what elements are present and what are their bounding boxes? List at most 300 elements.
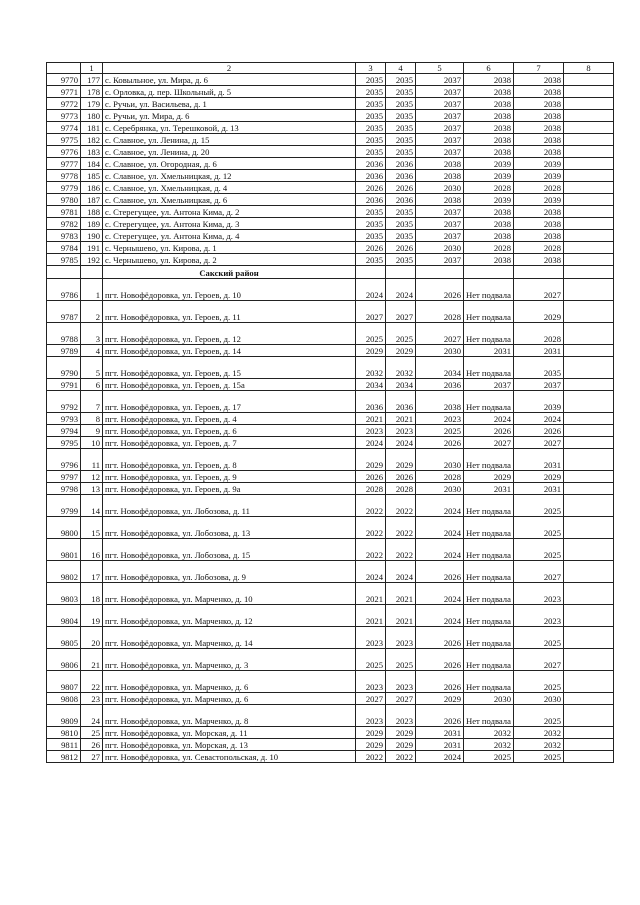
table-row bbox=[47, 279, 614, 301]
year-col5-cell: 2037 bbox=[416, 254, 464, 266]
year-col5-cell: 2037 bbox=[416, 206, 464, 218]
col8-cell bbox=[564, 279, 614, 301]
year-col3-cell: 2022 bbox=[356, 517, 386, 539]
table-row bbox=[47, 74, 614, 86]
address-cell: пгт. Новофёдоровка, ул. Лобозова, д. 11 bbox=[103, 495, 356, 517]
year-col3-cell: 2023 bbox=[356, 671, 386, 693]
year-col3-cell: 2035 bbox=[356, 86, 386, 98]
row-id-cell: 9791 bbox=[47, 379, 81, 391]
row-number-cell: 192 bbox=[81, 254, 103, 266]
col8-cell bbox=[564, 391, 614, 413]
address-cell: с. Чернышево, ул. Кирова, д. 2 bbox=[103, 254, 356, 266]
year-col7-cell: 2039 bbox=[514, 391, 564, 413]
row-number-cell: 179 bbox=[81, 98, 103, 110]
year-col5-cell: 2026 bbox=[416, 671, 464, 693]
header-row bbox=[47, 63, 614, 74]
col6-cell: Нет подвала bbox=[464, 449, 514, 471]
row-id-cell: 9770 bbox=[47, 74, 81, 86]
row-id-cell: 9771 bbox=[47, 86, 81, 98]
year-col5-cell: 2038 bbox=[416, 158, 464, 170]
col8-cell bbox=[564, 425, 614, 437]
year-col5-cell: 2026 bbox=[416, 705, 464, 727]
col6-cell: 2027 bbox=[464, 437, 514, 449]
col8-cell bbox=[564, 323, 614, 345]
year-col3-cell: 2036 bbox=[356, 194, 386, 206]
year-col7-cell: 2032 bbox=[514, 739, 564, 751]
year-col3-cell: 2022 bbox=[356, 539, 386, 561]
year-col3-cell: 2022 bbox=[356, 751, 386, 763]
year-col5-cell: 2028 bbox=[416, 471, 464, 483]
row-id-cell: 9796 bbox=[47, 449, 81, 471]
address-cell: пгт. Новофёдоровка, ул. Героев, д. 7 bbox=[103, 437, 356, 449]
col6-cell: 2031 bbox=[464, 483, 514, 495]
year-col4-cell: 2021 bbox=[386, 583, 416, 605]
col8-cell bbox=[564, 483, 614, 495]
year-col4-cell: 2036 bbox=[386, 158, 416, 170]
row-id-cell: 9776 bbox=[47, 146, 81, 158]
col8-cell bbox=[564, 242, 614, 254]
row-number-cell: 9 bbox=[81, 425, 103, 437]
year-col7-cell: 2038 bbox=[514, 86, 564, 98]
table-row bbox=[47, 194, 614, 206]
address-cell: пгт. Новофёдоровка, ул. Севастопольская, д. 10 bbox=[103, 751, 356, 763]
row-id-cell: 9797 bbox=[47, 471, 81, 483]
row-id-cell: 9783 bbox=[47, 230, 81, 242]
year-col5-cell: 2037 bbox=[416, 122, 464, 134]
year-col3-cell: 2029 bbox=[356, 739, 386, 751]
year-col5-cell: 2036 bbox=[416, 379, 464, 391]
row-id-cell: 9810 bbox=[47, 727, 81, 739]
address-cell: пгт. Новофёдоровка, ул. Морская, д. 13 bbox=[103, 739, 356, 751]
year-col3-cell: 2027 bbox=[356, 693, 386, 705]
year-col4-cell: 2035 bbox=[386, 98, 416, 110]
table-row bbox=[47, 110, 614, 122]
address-cell: пгт. Новофёдоровка, ул. Героев, д. 11 bbox=[103, 301, 356, 323]
row-number-cell: 191 bbox=[81, 242, 103, 254]
row-id-cell: 9799 bbox=[47, 495, 81, 517]
row-id-cell: 9804 bbox=[47, 605, 81, 627]
address-cell: пгт. Новофёдоровка, ул. Героев, д. 14 bbox=[103, 345, 356, 357]
table-row bbox=[47, 413, 614, 425]
year-col3-cell: 2035 bbox=[356, 206, 386, 218]
row-id-cell: 9802 bbox=[47, 561, 81, 583]
col6-cell: 2032 bbox=[464, 739, 514, 751]
table-row bbox=[47, 357, 614, 379]
year-col4-cell: 2035 bbox=[386, 86, 416, 98]
year-col3-cell: 2023 bbox=[356, 425, 386, 437]
address-cell: пгт. Новофёдоровка, ул. Героев, д. 10 bbox=[103, 279, 356, 301]
year-col7-cell: 2027 bbox=[514, 437, 564, 449]
col8-cell bbox=[564, 539, 614, 561]
table-row bbox=[47, 230, 614, 242]
row-number-cell: 19 bbox=[81, 605, 103, 627]
col6-cell: Нет подвала bbox=[464, 517, 514, 539]
year-col3-cell: 2035 bbox=[356, 74, 386, 86]
district-row bbox=[47, 266, 614, 279]
row-id-cell: 9790 bbox=[47, 357, 81, 379]
year-col3-cell: 2034 bbox=[356, 379, 386, 391]
year-col4-cell: 2035 bbox=[386, 74, 416, 86]
year-col7-cell: 2038 bbox=[514, 110, 564, 122]
year-col5-cell: 2037 bbox=[416, 230, 464, 242]
col8-cell bbox=[564, 301, 614, 323]
year-col7-cell: 2031 bbox=[514, 449, 564, 471]
row-id-cell: 9811 bbox=[47, 739, 81, 751]
year-col3-cell: 2024 bbox=[356, 561, 386, 583]
year-col3-cell: 2035 bbox=[356, 122, 386, 134]
year-col7-cell: 2027 bbox=[514, 279, 564, 301]
table-row bbox=[47, 345, 614, 357]
year-col4-cell: 2022 bbox=[386, 539, 416, 561]
address-cell: с. Стерегущее, ул. Антона Кима, д. 3 bbox=[103, 218, 356, 230]
row-number-cell: 189 bbox=[81, 218, 103, 230]
table-row bbox=[47, 539, 614, 561]
address-cell: пгт. Новофёдоровка, ул. Марченко, д. 6 bbox=[103, 693, 356, 705]
col6-cell: Нет подвала bbox=[464, 671, 514, 693]
year-col4-cell: 2023 bbox=[386, 705, 416, 727]
year-col5-cell: 2030 bbox=[416, 345, 464, 357]
row-number-cell: 26 bbox=[81, 739, 103, 751]
year-col3-cell: 2022 bbox=[356, 495, 386, 517]
row-number-cell: 190 bbox=[81, 230, 103, 242]
year-col4-cell: 2035 bbox=[386, 134, 416, 146]
row-number-cell: 22 bbox=[81, 671, 103, 693]
year-col4-cell: 2034 bbox=[386, 379, 416, 391]
year-col3-cell: 2028 bbox=[356, 483, 386, 495]
year-col3-cell: 2025 bbox=[356, 649, 386, 671]
address-cell: с. Ручьи, ул. Васильева, д. 1 bbox=[103, 98, 356, 110]
table-row bbox=[47, 671, 614, 693]
col8-cell bbox=[564, 561, 614, 583]
address-cell: пгт. Новофёдоровка, ул. Героев, д. 6 bbox=[103, 425, 356, 437]
table-row bbox=[47, 170, 614, 182]
col6-cell: 2038 bbox=[464, 230, 514, 242]
year-col4-cell: 2021 bbox=[386, 413, 416, 425]
row-number-cell: 4 bbox=[81, 345, 103, 357]
col6-cell: Нет подвала bbox=[464, 357, 514, 379]
year-col7-cell: 2025 bbox=[514, 751, 564, 763]
table-row bbox=[47, 242, 614, 254]
col8-cell bbox=[564, 379, 614, 391]
col8-cell bbox=[564, 194, 614, 206]
year-col4-cell: 2035 bbox=[386, 254, 416, 266]
row-number-cell: 13 bbox=[81, 483, 103, 495]
col8-cell bbox=[564, 218, 614, 230]
year-col5-cell: 2024 bbox=[416, 495, 464, 517]
table-row bbox=[47, 254, 614, 266]
col6-cell: Нет подвала bbox=[464, 495, 514, 517]
col6-cell: Нет подвала bbox=[464, 583, 514, 605]
col6-cell: 2039 bbox=[464, 170, 514, 182]
row-id-cell: 9782 bbox=[47, 218, 81, 230]
year-col5-cell: 2037 bbox=[416, 218, 464, 230]
col6-cell: 2038 bbox=[464, 134, 514, 146]
row-id-cell: 9789 bbox=[47, 345, 81, 357]
col6-cell: 2024 bbox=[464, 413, 514, 425]
year-col7-cell: 2025 bbox=[514, 671, 564, 693]
year-col4-cell: 2032 bbox=[386, 357, 416, 379]
year-col7-cell: 2038 bbox=[514, 230, 564, 242]
col6-cell: 2038 bbox=[464, 146, 514, 158]
col8-cell bbox=[564, 437, 614, 449]
year-col4-cell: 2036 bbox=[386, 194, 416, 206]
row-id-cell: 9808 bbox=[47, 693, 81, 705]
address-cell: с. Ручьи, ул. Мира, д. 6 bbox=[103, 110, 356, 122]
year-col5-cell: 2025 bbox=[416, 425, 464, 437]
year-col7-cell: 2025 bbox=[514, 517, 564, 539]
year-col7-cell: 2023 bbox=[514, 583, 564, 605]
col6-cell: Нет подвала bbox=[464, 605, 514, 627]
address-cell: пгт. Новофёдоровка, ул. Героев, д. 17 bbox=[103, 391, 356, 413]
address-cell: пгт. Новофёдоровка, ул. Марченко, д. 3 bbox=[103, 649, 356, 671]
col6-cell: 2028 bbox=[464, 182, 514, 194]
year-col7-cell: 2025 bbox=[514, 539, 564, 561]
col6-cell: 2029 bbox=[464, 471, 514, 483]
header-cell: 4 bbox=[386, 63, 416, 74]
row-number-cell: 17 bbox=[81, 561, 103, 583]
row-number-cell: 18 bbox=[81, 583, 103, 605]
col8-cell bbox=[564, 471, 614, 483]
year-col4-cell: 2021 bbox=[386, 605, 416, 627]
row-number-cell: 8 bbox=[81, 413, 103, 425]
row-number-cell: 178 bbox=[81, 86, 103, 98]
year-col3-cell: 2036 bbox=[356, 391, 386, 413]
year-col4-cell: 2026 bbox=[386, 242, 416, 254]
address-cell: пгт. Новофёдоровка, ул. Марченко, д. 12 bbox=[103, 605, 356, 627]
year-col7-cell: 2029 bbox=[514, 301, 564, 323]
year-col3-cell: 2021 bbox=[356, 413, 386, 425]
col6-cell: Нет подвала bbox=[464, 705, 514, 727]
year-col7-cell: 2035 bbox=[514, 357, 564, 379]
address-cell: с. Орловка, д. пер. Школьный, д. 5 bbox=[103, 86, 356, 98]
year-col7-cell: 2028 bbox=[514, 323, 564, 345]
year-col4-cell: 2024 bbox=[386, 279, 416, 301]
year-col7-cell: 2037 bbox=[514, 379, 564, 391]
year-col5-cell: 2037 bbox=[416, 110, 464, 122]
year-col3-cell: 2026 bbox=[356, 471, 386, 483]
row-id-cell: 9805 bbox=[47, 627, 81, 649]
header-cell: 5 bbox=[416, 63, 464, 74]
table-row bbox=[47, 471, 614, 483]
table-row bbox=[47, 146, 614, 158]
address-cell: с. Славное, ул. Хмельницкая, д. 12 bbox=[103, 170, 356, 182]
col8-cell bbox=[564, 110, 614, 122]
col6-cell: Нет подвала bbox=[464, 391, 514, 413]
row-id-cell: 9787 bbox=[47, 301, 81, 323]
table-row bbox=[47, 425, 614, 437]
row-number-cell: 24 bbox=[81, 705, 103, 727]
table-row bbox=[47, 583, 614, 605]
year-col7-cell: 2025 bbox=[514, 495, 564, 517]
year-col5-cell: 2030 bbox=[416, 483, 464, 495]
row-number-cell: 15 bbox=[81, 517, 103, 539]
header-cell: 6 bbox=[464, 63, 514, 74]
year-col4-cell: 2035 bbox=[386, 230, 416, 242]
row-id-cell: 9792 bbox=[47, 391, 81, 413]
table-row bbox=[47, 727, 614, 739]
row-id-cell: 9785 bbox=[47, 254, 81, 266]
year-col7-cell: 2029 bbox=[514, 471, 564, 483]
address-cell: пгт. Новофёдоровка, ул. Лобозова, д. 9 bbox=[103, 561, 356, 583]
year-col3-cell: 2035 bbox=[356, 110, 386, 122]
col8-cell bbox=[564, 413, 614, 425]
year-col7-cell: 2028 bbox=[514, 182, 564, 194]
row-number-cell: 16 bbox=[81, 539, 103, 561]
table-row bbox=[47, 218, 614, 230]
row-number-cell: 183 bbox=[81, 146, 103, 158]
year-col4-cell: 2029 bbox=[386, 739, 416, 751]
row-number-cell: 12 bbox=[81, 471, 103, 483]
year-col7-cell: 2027 bbox=[514, 649, 564, 671]
year-col4-cell: 2035 bbox=[386, 110, 416, 122]
year-col7-cell: 2039 bbox=[514, 170, 564, 182]
year-col5-cell: 2030 bbox=[416, 449, 464, 471]
year-col3-cell: 2029 bbox=[356, 345, 386, 357]
row-number-cell: 186 bbox=[81, 182, 103, 194]
year-col4-cell: 2029 bbox=[386, 345, 416, 357]
year-col5-cell: 2031 bbox=[416, 739, 464, 751]
year-col5-cell: 2023 bbox=[416, 413, 464, 425]
year-col7-cell: 2038 bbox=[514, 206, 564, 218]
year-col5-cell: 2038 bbox=[416, 391, 464, 413]
header-cell: 1 bbox=[81, 63, 103, 74]
address-cell: пгт. Новофёдоровка, ул. Героев, д. 15 bbox=[103, 357, 356, 379]
row-id-cell: 9800 bbox=[47, 517, 81, 539]
address-cell: пгт. Новофёдоровка, ул. Марченко, д. 14 bbox=[103, 627, 356, 649]
col8-cell bbox=[564, 751, 614, 763]
year-col4-cell: 2035 bbox=[386, 146, 416, 158]
year-col7-cell: 2039 bbox=[514, 158, 564, 170]
address-cell: с. Славное, ул. Хмельницкая, д. 6 bbox=[103, 194, 356, 206]
col6-cell: Нет подвала bbox=[464, 627, 514, 649]
year-col3-cell: 2021 bbox=[356, 583, 386, 605]
year-col5-cell: 2024 bbox=[416, 583, 464, 605]
year-col4-cell: 2022 bbox=[386, 495, 416, 517]
table-row bbox=[47, 391, 614, 413]
table-row bbox=[47, 605, 614, 627]
row-number-cell: 184 bbox=[81, 158, 103, 170]
row-number-cell: 3 bbox=[81, 323, 103, 345]
table-row bbox=[47, 323, 614, 345]
year-col5-cell: 2038 bbox=[416, 170, 464, 182]
row-id-cell: 9778 bbox=[47, 170, 81, 182]
col6-cell: 2025 bbox=[464, 751, 514, 763]
row-id-cell: 9803 bbox=[47, 583, 81, 605]
year-col5-cell: 2028 bbox=[416, 301, 464, 323]
year-col4-cell: 2029 bbox=[386, 449, 416, 471]
row-id-cell: 9773 bbox=[47, 110, 81, 122]
year-col7-cell: 2025 bbox=[514, 705, 564, 727]
row-number-cell: 14 bbox=[81, 495, 103, 517]
row-number-cell: 187 bbox=[81, 194, 103, 206]
col6-cell: 2038 bbox=[464, 98, 514, 110]
col8-cell bbox=[564, 671, 614, 693]
address-cell: с. Славное, ул. Хмельницкая, д. 4 bbox=[103, 182, 356, 194]
address-cell: с. Ковыльное, ул. Мира, д. 6 bbox=[103, 74, 356, 86]
col6-cell: 2030 bbox=[464, 693, 514, 705]
col6-cell: Нет подвала bbox=[464, 279, 514, 301]
year-col4-cell: 2025 bbox=[386, 323, 416, 345]
year-col4-cell: 2023 bbox=[386, 425, 416, 437]
year-col3-cell: 2035 bbox=[356, 254, 386, 266]
col8-cell bbox=[564, 705, 614, 727]
row-number-cell: 2 bbox=[81, 301, 103, 323]
header-cell: 7 bbox=[514, 63, 564, 74]
row-number-cell: 6 bbox=[81, 379, 103, 391]
col8-cell bbox=[564, 583, 614, 605]
col6-cell: 2039 bbox=[464, 158, 514, 170]
table-row bbox=[47, 561, 614, 583]
year-col4-cell: 2027 bbox=[386, 693, 416, 705]
address-cell: с. Стерегущее, ул. Антона Кима, д. 4 bbox=[103, 230, 356, 242]
year-col5-cell: 2024 bbox=[416, 517, 464, 539]
year-col5-cell: 2037 bbox=[416, 134, 464, 146]
col6-cell: 2038 bbox=[464, 218, 514, 230]
year-col3-cell: 2027 bbox=[356, 301, 386, 323]
year-col3-cell: 2023 bbox=[356, 705, 386, 727]
table-row bbox=[47, 437, 614, 449]
year-col7-cell: 2030 bbox=[514, 693, 564, 705]
col8-cell bbox=[564, 182, 614, 194]
col8-cell bbox=[564, 739, 614, 751]
row-number-cell: 182 bbox=[81, 134, 103, 146]
year-col7-cell: 2031 bbox=[514, 345, 564, 357]
year-col4-cell: 2035 bbox=[386, 206, 416, 218]
col6-cell: 2038 bbox=[464, 74, 514, 86]
address-cell: пгт. Новофёдоровка, ул. Марченко, д. 10 bbox=[103, 583, 356, 605]
table-row bbox=[47, 649, 614, 671]
address-cell: пгт. Новофёдоровка, ул. Героев, д. 8 bbox=[103, 449, 356, 471]
col8-cell bbox=[564, 345, 614, 357]
col6-cell: 2028 bbox=[464, 242, 514, 254]
row-id-cell: 9784 bbox=[47, 242, 81, 254]
row-id-cell: 9795 bbox=[47, 437, 81, 449]
year-col4-cell: 2024 bbox=[386, 437, 416, 449]
year-col3-cell: 2029 bbox=[356, 727, 386, 739]
table-row bbox=[47, 122, 614, 134]
table-row bbox=[47, 751, 614, 763]
col8-cell bbox=[564, 98, 614, 110]
year-col7-cell: 2039 bbox=[514, 194, 564, 206]
col6-cell: Нет подвала bbox=[464, 301, 514, 323]
housing-schedule-table bbox=[46, 62, 614, 763]
district-heading: Сакский район bbox=[103, 266, 356, 279]
year-col7-cell: 2038 bbox=[514, 146, 564, 158]
row-number-cell: 181 bbox=[81, 122, 103, 134]
year-col7-cell: 2025 bbox=[514, 627, 564, 649]
year-col5-cell: 2029 bbox=[416, 693, 464, 705]
year-col3-cell: 2035 bbox=[356, 218, 386, 230]
table-row bbox=[47, 98, 614, 110]
col6-cell: 2038 bbox=[464, 254, 514, 266]
row-number-cell: 27 bbox=[81, 751, 103, 763]
address-cell: пгт. Новофёдоровка, ул. Морская, д. 11 bbox=[103, 727, 356, 739]
year-col5-cell: 2034 bbox=[416, 357, 464, 379]
col6-cell: 2039 bbox=[464, 194, 514, 206]
year-col3-cell: 2024 bbox=[356, 437, 386, 449]
col8-cell bbox=[564, 495, 614, 517]
row-number-cell: 11 bbox=[81, 449, 103, 471]
year-col5-cell: 2026 bbox=[416, 279, 464, 301]
col8-cell bbox=[564, 517, 614, 539]
col8-cell bbox=[564, 649, 614, 671]
row-id-cell: 9809 bbox=[47, 705, 81, 727]
year-col4-cell: 2028 bbox=[386, 483, 416, 495]
address-cell: пгт. Новофёдоровка, ул. Марченко, д. 6 bbox=[103, 671, 356, 693]
document-page bbox=[46, 62, 613, 763]
table-row bbox=[47, 495, 614, 517]
row-id-cell: 9772 bbox=[47, 98, 81, 110]
